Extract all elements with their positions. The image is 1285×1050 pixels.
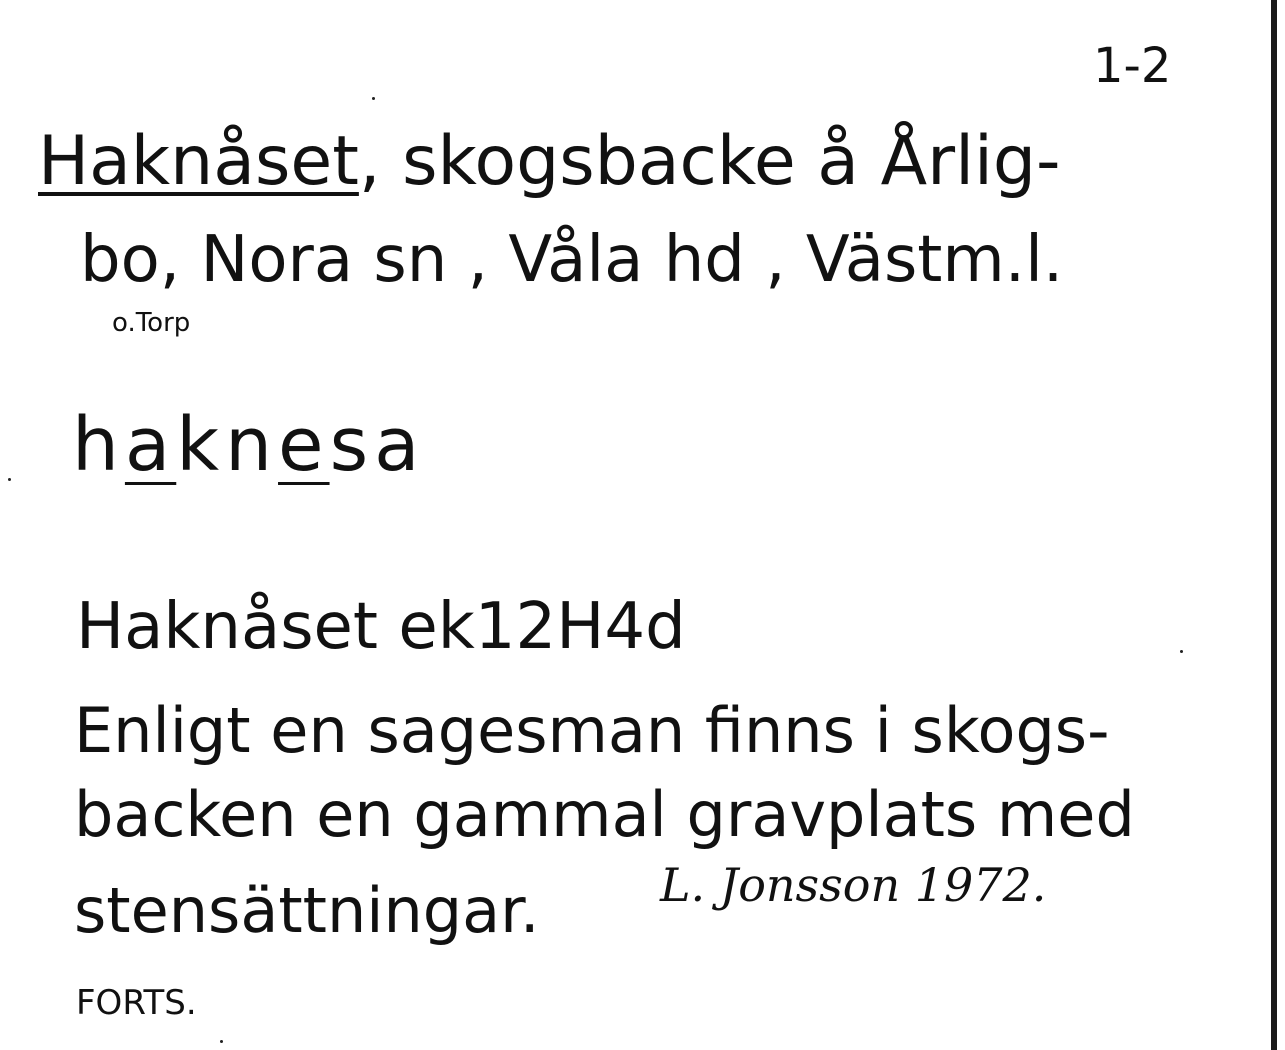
title-description: , skogsbacke å Årlig-: [358, 122, 1061, 201]
pron-suffix: sa: [329, 402, 426, 488]
body-line: stensättningar.: [74, 874, 540, 947]
sub-note: o.Torp: [112, 308, 191, 338]
headword: Haknåset: [38, 122, 359, 201]
title-line: [38, 122, 1061, 201]
signature: L. Jonsson 1972.: [660, 858, 1047, 912]
scan-speck: [220, 1040, 223, 1043]
reference-line: Haknåset ek12H4d: [76, 590, 686, 664]
pron-prefix: h: [72, 402, 125, 488]
pron-mid: kn: [176, 402, 279, 488]
pron-second-vowel: e: [278, 402, 330, 488]
scan-speck: [8, 478, 11, 481]
pronunciation: [72, 402, 426, 488]
body-line: Enligt en sagesman finns i skogs-: [74, 694, 1110, 767]
card-number: 1-2: [1093, 38, 1172, 94]
location-line: bo, Nora sn , Våla hd , Västm.l.: [80, 223, 1064, 297]
forts-marker: FORTS.: [76, 983, 197, 1023]
pron-stressed-vowel: a: [124, 402, 177, 488]
body-line: backen en gammal gravplats med: [74, 778, 1135, 851]
scan-speck: [372, 97, 375, 100]
scan-speck: [1180, 650, 1183, 653]
card-edge-border: [1271, 0, 1277, 1050]
